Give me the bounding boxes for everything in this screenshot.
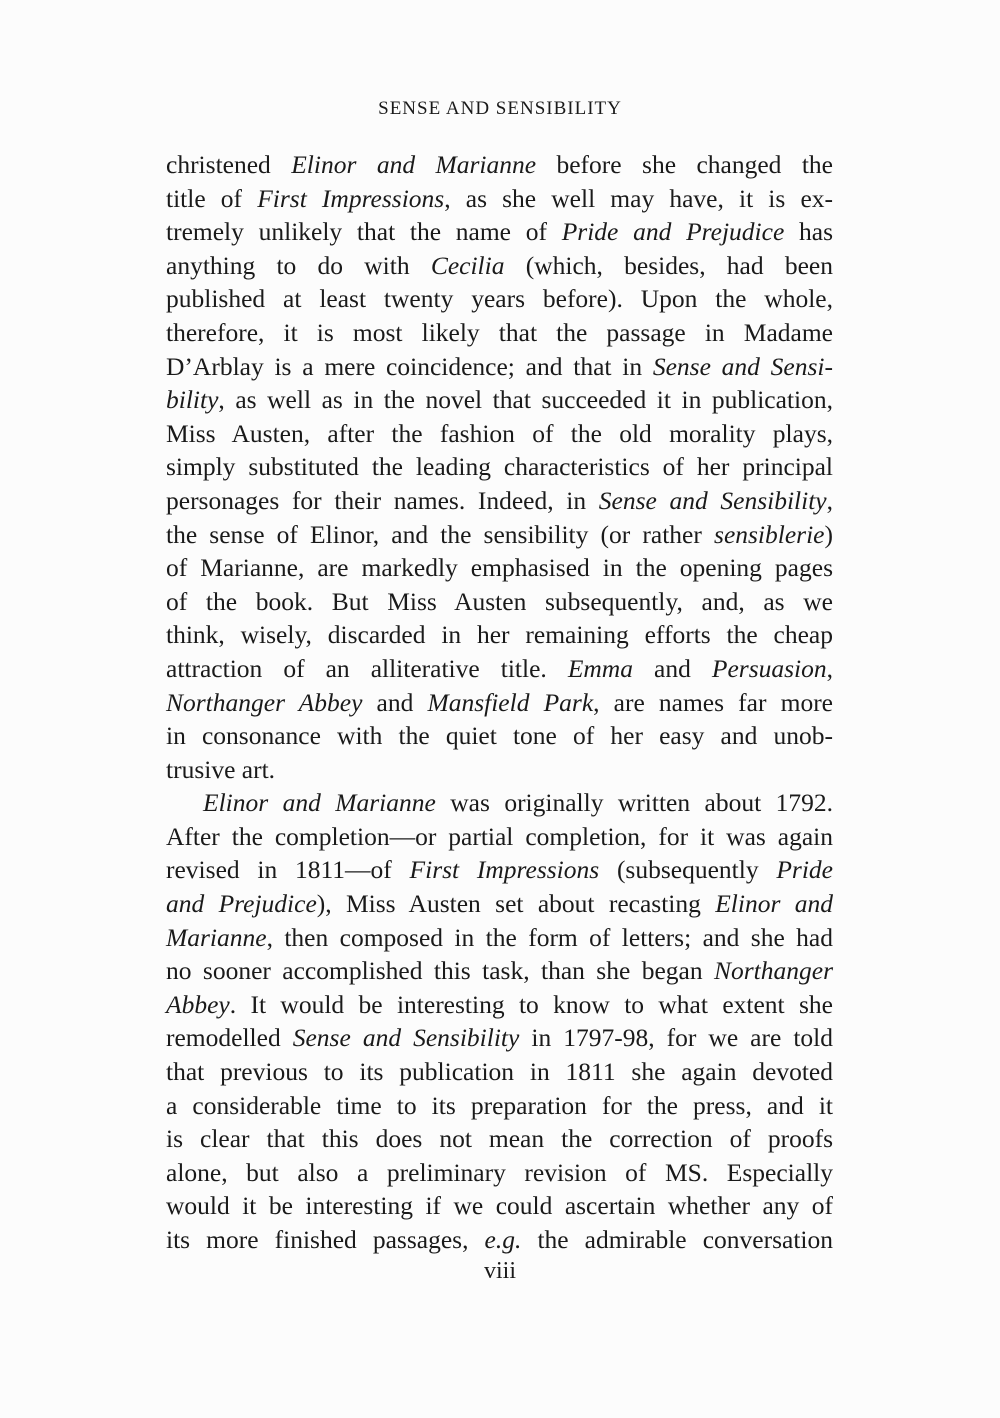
text-line: [166, 484, 833, 518]
text-line: [166, 518, 833, 552]
text-line: [166, 954, 833, 988]
text-line: [166, 450, 833, 484]
text-segment: ), Miss Austen set about recasting: [316, 889, 716, 919]
text-line: [166, 316, 833, 350]
text-segment: therefore, it is most likely that the passage in Madame: [166, 317, 833, 347]
running-head: SENSE AND SENSIBILITY: [378, 98, 622, 119]
text-segment: in consonance with the quiet tone of her easy and unob-: [166, 721, 833, 751]
italic-text: Cecilia: [430, 250, 505, 280]
italic-text: Elinor and Marianne: [203, 788, 436, 818]
italic-text: Pride and Prejudice: [561, 217, 785, 247]
text-line: [166, 148, 833, 182]
text-line: [166, 249, 833, 283]
text-line: [166, 921, 833, 955]
italic-text: Pride: [776, 855, 833, 885]
text-segment: revised in 1811—of: [166, 855, 410, 885]
italic-text: Sense and Sensibility: [292, 1023, 520, 1053]
text-segment: was originally written about 1792.: [435, 788, 833, 818]
text-segment: simply substituted the leading characteristics of her principal: [166, 452, 833, 482]
text-line: [166, 1156, 833, 1190]
text-line: [166, 551, 833, 585]
text-line: [166, 786, 833, 820]
text-segment: the admirable conversation: [521, 1225, 833, 1254]
text-line: [166, 988, 833, 1022]
text-line: [166, 1021, 833, 1055]
italic-text: e.g.: [484, 1225, 522, 1254]
text-line: [166, 1122, 833, 1156]
text-line: [166, 1089, 833, 1123]
text-line: [166, 1055, 833, 1089]
text-segment: published at least twenty years before). Upon the whole,: [166, 284, 833, 314]
text-segment: personages for their names. Indeed, in: [166, 485, 599, 515]
text-segment: in 1797-98, for we are told: [519, 1023, 833, 1053]
italic-text: Persuasion: [711, 653, 827, 683]
text-segment: its more finished passages,: [166, 1225, 485, 1254]
text-segment: a considerable time to its preparation for the press, and it: [166, 1090, 833, 1120]
text-segment: trusive art.: [166, 754, 276, 784]
text-line: [166, 1189, 833, 1223]
text-segment: title of: [166, 183, 258, 213]
page-number: viii: [483, 1258, 516, 1284]
text-segment: , then composed in the form of letters; and she had: [266, 922, 833, 952]
text-segment: think, wisely, discarded in her remaining efforts the cheap: [166, 620, 833, 650]
text-line: [166, 350, 833, 384]
text-segment: , as she well may have, it is ex-: [444, 183, 833, 213]
text-segment: of Marianne, are markedly emphasised in the opening pages: [166, 553, 833, 583]
text-segment: has: [784, 217, 833, 247]
text-segment: (which, besides, had been: [504, 250, 833, 280]
italic-text: Emma: [567, 653, 633, 683]
text-segment: After the completion—or partial completion, for it was again: [166, 821, 833, 851]
text-line: [166, 585, 833, 619]
text-segment: that previous to its publication in 1811 she again devoted: [166, 1057, 833, 1087]
text-segment: christened: [166, 150, 292, 179]
text-segment: before she changed the: [536, 150, 833, 179]
text-line: [166, 1223, 833, 1257]
text-line: [166, 820, 833, 854]
text-segment: , are names far more: [593, 687, 833, 717]
text-line: [166, 383, 833, 417]
italic-text: and Prejudice: [166, 889, 317, 919]
text-segment: no sooner accomplished this task, than she began: [166, 956, 714, 986]
italic-text: Abbey: [166, 989, 230, 1019]
text-segment: the sense of Elinor, and the sensibility (or rather: [166, 519, 715, 549]
italic-text: Northanger Abbey: [166, 687, 363, 717]
text-line: [166, 753, 833, 787]
text-segment: ,: [826, 485, 833, 515]
italic-text: Sense and Sensi-: [652, 351, 833, 381]
text-line: [166, 652, 833, 686]
text-line: [166, 686, 833, 720]
italic-text: bility: [166, 385, 219, 415]
text-segment: is clear that this does not mean the correction of proofs: [166, 1124, 833, 1154]
body-text: [166, 148, 833, 1257]
italic-text: Elinor and Marianne: [291, 150, 537, 179]
text-segment: of the book. But Miss Austen subsequently, and, as we: [166, 586, 833, 616]
text-segment: would it be interesting if we could ascertain whether any of: [166, 1191, 833, 1221]
text-line: [166, 719, 833, 753]
text-segment: anything to do with: [166, 250, 431, 280]
text-segment: attraction of an alliterative title.: [166, 653, 568, 683]
text-segment: remodelled: [166, 1023, 293, 1053]
italic-text: Elinor and: [715, 889, 833, 919]
text-segment: (subsequently: [599, 855, 777, 885]
italic-text: First Impressions: [409, 855, 600, 885]
text-line: [166, 182, 833, 216]
text-line: [166, 417, 833, 451]
text-segment: , as well as in the novel that succeeded it in publication,: [218, 385, 833, 415]
text-segment: ): [824, 519, 833, 549]
text-line: [166, 618, 833, 652]
text-segment: D’Arblay is a mere coincidence; and that in: [166, 351, 653, 381]
text-segment: Miss Austen, after the fashion of the old morality plays,: [166, 418, 833, 448]
text-segment: . It would be interesting to know to what extent she: [229, 989, 833, 1019]
italic-text: Mansfield Park: [427, 687, 594, 717]
text-segment: and: [632, 653, 712, 683]
italic-text: sensiblerie: [714, 519, 825, 549]
text-line: [166, 887, 833, 921]
text-line: [166, 853, 833, 887]
text-line: [166, 215, 833, 249]
text-segment: alone, but also a preliminary revision of MS. Especially: [166, 1157, 833, 1187]
text-segment: tremely unlikely that the name of: [166, 217, 562, 247]
text-segment: and: [362, 687, 428, 717]
italic-text: Northanger: [713, 956, 833, 986]
text-segment: ,: [826, 653, 833, 683]
italic-text: Sense and Sensibility: [598, 485, 827, 515]
text-line: [166, 282, 833, 316]
italic-text: Marianne: [166, 922, 267, 952]
italic-text: First Impressions: [257, 183, 445, 213]
